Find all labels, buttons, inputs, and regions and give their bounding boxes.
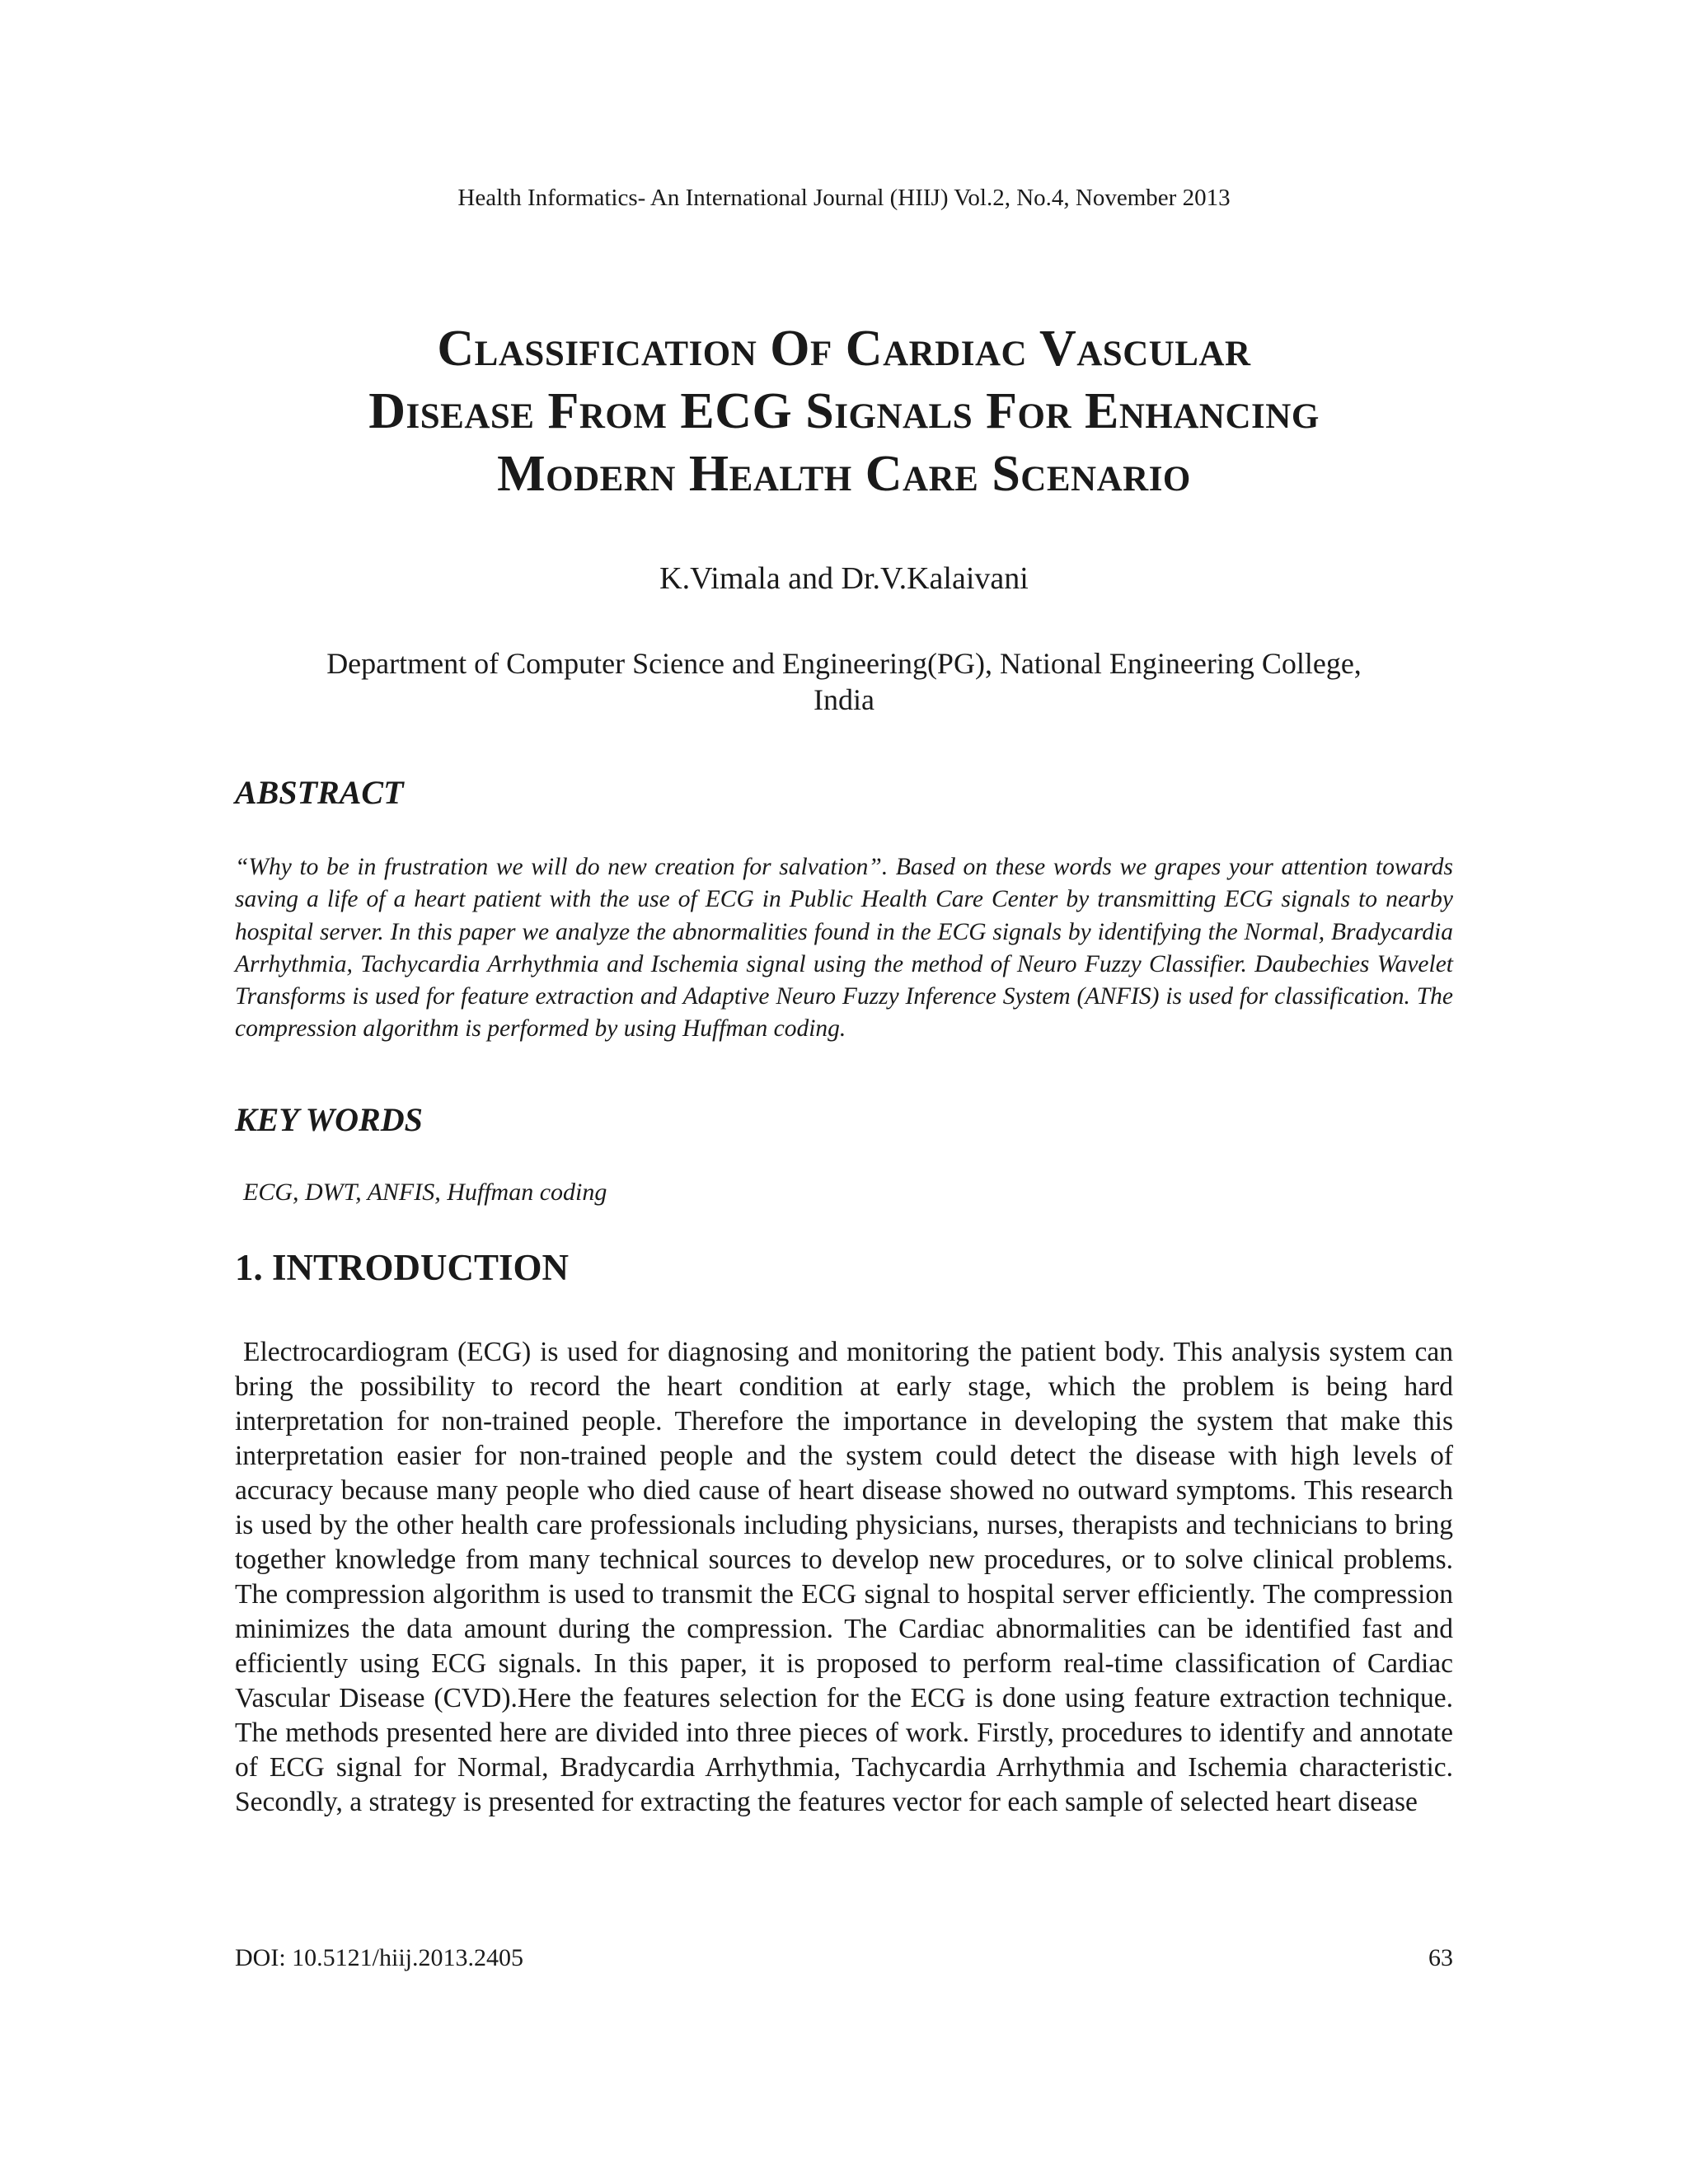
keywords-heading: KEY WORDS: [235, 1101, 423, 1138]
abstract-body: “Why to be in frustration we will do new creation for salvation”. Based on these words we grapes your attention towards saving a life of a heart patient with the use of ECG in Public Health Care Center by transmitting ECG signals to nearby hospital server. In this paper we analyze the abnormalities found in the ECG signals by identifying the Normal, Bradycardia Arrhythmia, Tachycardia Arrhythmia and Ischemia signal using the method of Neuro Fuzzy Classifier. Daubechies Wavelet Transforms is used for feature extraction and Adaptive Neuro Fuzzy Inference System (ANFIS) is used for classification. The compression algorithm is performed by using Huffman coding.: [235, 854, 1453, 1043]
title-line-1: Classification Of Cardiac Vascular: [437, 321, 1251, 377]
abstract-heading: ABSTRACT: [235, 774, 404, 811]
keywords-list: ECG, DWT, ANFIS, Huffman coding: [243, 1179, 607, 1206]
author-affiliation: [206, 645, 1482, 718]
page-number: 63: [1428, 1944, 1453, 1971]
paper-title: [165, 317, 1523, 505]
journal-running-header: Health Informatics- An International Journal (HIIJ) Vol.2, No.4, November 2013: [457, 185, 1231, 211]
affiliation-line-1: Department of Computer Science and Engineering(PG), National Engineering College,: [326, 647, 1362, 680]
affiliation-line-2: India: [814, 683, 874, 716]
title-line-3: Modern Health Care Scenario: [497, 446, 1191, 502]
title-line-2: Disease From ECG Signals For Enhancing: [368, 383, 1320, 439]
introduction-heading: 1. INTRODUCTION: [235, 1247, 570, 1288]
footer-doi: DOI: 10.5121/hiij.2013.2405: [235, 1944, 523, 1971]
author-list: K.Vimala and Dr.V.Kalaivani: [659, 561, 1029, 596]
introduction-body: Electrocardiogram (ECG) is used for diagnosing and monitoring the patient body. This analysis system can bring the possibility to record the heart condition at early stage, which the problem is being hard interpretation for non-trained people. Therefore the importance in developing the system that make this interpretation easier for non-trained people and the system could detect the disease with high levels of accuracy because many people who died cause of heart disease showed no outward symptoms. This research is used by the other health care professionals including physicians, nurses, therapists and technicians to bring together knowledge from many technical sources to develop new procedures, or to solve clinical problems. The compression algorithm is used to transmit the ECG signal to hospital server efficiently. The compression minimizes the data amount during the compression. The Cardiac abnormalities can be identified fast and efficiently using ECG signals. In this paper, it is proposed to perform real-time classification of Cardiac Vascular Disease (CVD).Here the features selection for the ECG is done using feature extraction technique. The methods presented here are divided into three pieces of work. Firstly, procedures to identify and annotate of ECG signal for Normal, Bradycardia Arrhythmia, Tachycardia Arrhythmia and Ischemia characteristic. Secondly, a strategy is presented for extracting the features vector for each sample of selected heart disease: [235, 1337, 1453, 1817]
